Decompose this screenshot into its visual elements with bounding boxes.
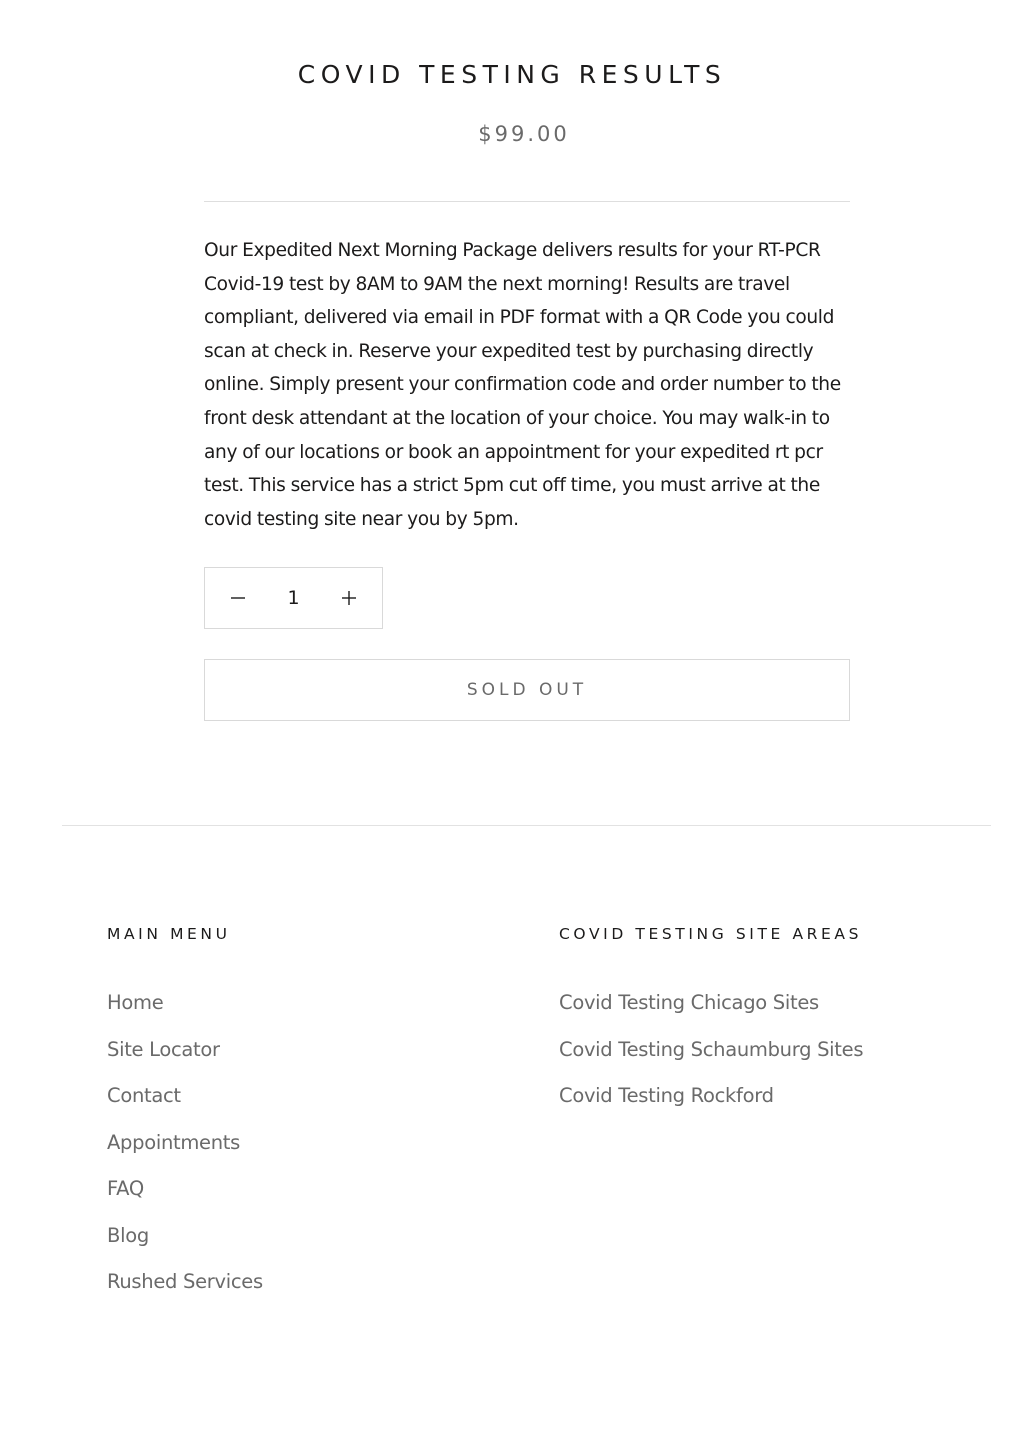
minus-icon [230,590,246,606]
sold-out-button[interactable]: SOLD OUT [204,659,850,721]
footer-link-label[interactable]: Blog [107,1223,149,1247]
footer-link-label[interactable]: Covid Testing Rockford [559,1084,774,1107]
footer-link-label[interactable]: Rushed Services [107,1270,263,1293]
footer-link-rockford[interactable] [559,1084,863,1131]
quantity-increase-button[interactable] [316,568,382,628]
footer-link-label[interactable]: FAQ [107,1177,144,1200]
footer-link-site-locator[interactable] [107,1038,263,1085]
footer-main-menu-heading: MAIN MENU [107,925,231,943]
footer-link-faq[interactable] [107,1177,263,1224]
footer-link-label[interactable]: Contact [107,1084,181,1107]
footer-site-areas-heading: COVID TESTING SITE AREAS [559,925,863,943]
footer-site-areas [559,925,863,1131]
footer-main-menu-list [107,991,263,1317]
footer-link-label[interactable]: Home [107,991,164,1014]
footer-link-label[interactable]: Site Locator [107,1037,220,1061]
footer-main-menu [107,925,263,1317]
footer-link-blog[interactable] [107,1224,263,1271]
plus-icon [341,590,357,606]
footer-divider [62,825,991,826]
product-title: COVID TESTING RESULTS [297,60,727,89]
footer-site-areas-list [559,991,863,1131]
product-price: $99.00 [478,122,570,146]
footer-link-label[interactable]: Appointments [107,1130,241,1154]
quantity-input[interactable]: 1 [287,587,300,609]
quantity-selector [204,567,383,629]
footer-link-appointments[interactable] [107,1131,263,1178]
footer-link-label[interactable]: Covid Testing Schaumburg Sites [559,1037,864,1061]
footer-link-contact[interactable] [107,1084,263,1131]
footer-link-rushed-services[interactable] [107,1270,263,1317]
footer-link-schaumburg[interactable] [559,1038,863,1085]
quantity-decrease-button[interactable] [205,568,271,628]
footer-link-home[interactable] [107,991,263,1038]
footer-link-label[interactable]: Covid Testing Chicago Sites [559,991,819,1014]
product-description: Our Expedited Next Morning Package delivers results for your RT-PCR Covid-19 test by 8AM to 9AM the next morning! Results are travel compliant, delivered via email in PDF format with a QR Code you could scan at check in. Reserve your expedited test by purchasing directly online. Simply present your confirmation code and order number to the front desk attendant at the location of your choice. You may walk-in to any of our locations or book an appointment for your expedited rt pcr test. This service has a strict 5pm cut off time, you must arrive at the covid testing site near you by 5pm. [204,240,841,530]
divider [204,201,850,202]
footer-link-chicago[interactable] [559,991,863,1038]
